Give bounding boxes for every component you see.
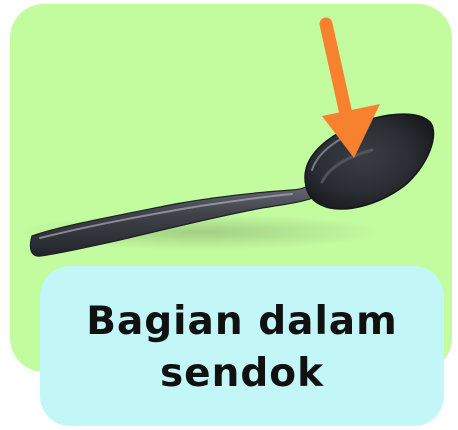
caption-text: Bagian dalam sendok xyxy=(86,299,398,396)
spoon-bowl xyxy=(305,114,434,209)
caption-box xyxy=(40,266,444,426)
